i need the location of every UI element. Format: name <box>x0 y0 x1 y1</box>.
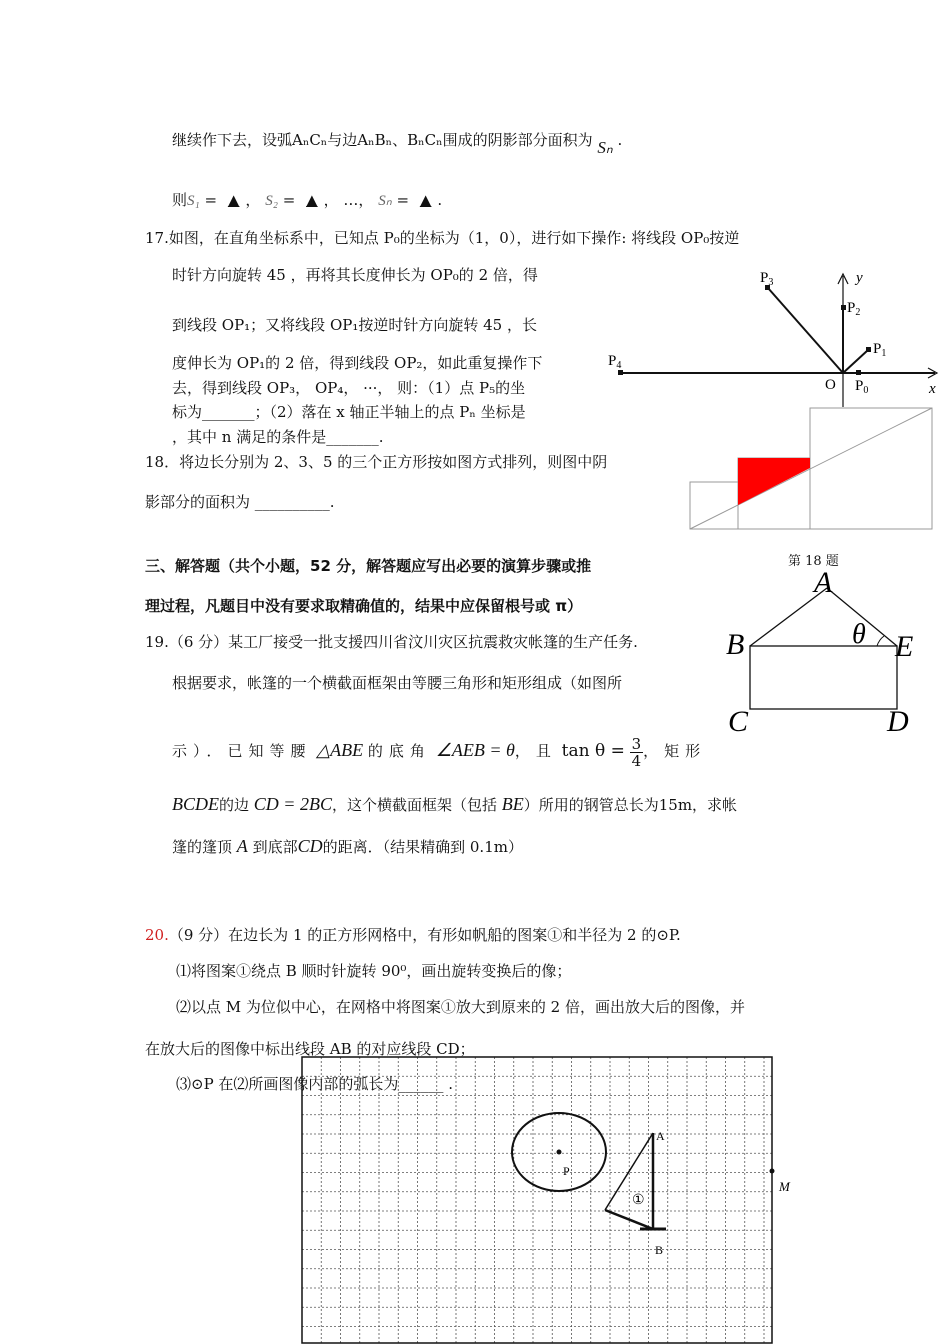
q19-cd: CD <box>297 836 323 856</box>
q19-line4 <box>172 794 737 815</box>
q20-grid-figure <box>300 1055 790 1344</box>
q19-l4c: ，这个横截面框架（包括 <box>331 796 497 814</box>
q16-end: . <box>437 191 443 209</box>
q19-angle: ∠AEB = θ <box>435 740 515 760</box>
label-a: A <box>656 1129 665 1143</box>
q16-text: 继续作下去，设弧AₙCₙ与边AₙBₙ、BₙCₙ围成的阴影部分面积为 <box>172 131 593 149</box>
label-pattern-1: ① <box>632 1193 645 1208</box>
q16-line1 <box>172 130 623 157</box>
q20-line3: ⑵以点 M 为位似中心，在网格中将图案①放大到原来的 2 倍，画出放大后的图像，并 <box>176 998 745 1016</box>
q16-sn2: Sₙ <box>378 193 392 209</box>
q19-line2: 根据要求，帐篷的一个横截面框架由等腰三角形和矩形组成（如图所 <box>172 674 623 692</box>
q16-dot: . <box>617 131 623 149</box>
q20-number: 20. <box>145 926 169 944</box>
q18-line1: 18．将边长分别为 2、3、5 的三个正方形按如图方式排列，则图中阴 <box>145 453 608 471</box>
q16-sn: Sₙ <box>597 138 613 157</box>
label-p0: $P_0$ <box>855 378 869 396</box>
q19-be: BE <box>501 794 524 814</box>
q19-cd-eq: CD = 2BC <box>253 794 332 814</box>
q19-l3a: 示）．已知等腰 <box>172 742 312 760</box>
q16-eq3: = <box>396 191 410 209</box>
q19-l5b: 到底部 <box>252 838 298 856</box>
q16-eq1: = <box>204 191 218 209</box>
label-origin: O <box>825 377 836 393</box>
segment-op1 <box>843 350 868 373</box>
point-p0 <box>856 370 861 375</box>
q19-line1: 19.（6 分）某工厂接受一批支援四川省汶川灾区抗震救灾帐篷的生产任务. <box>145 633 638 651</box>
q18-line2: 影部分的面积为 __________. <box>145 493 335 511</box>
q19-fraction <box>630 736 644 769</box>
q19-frac-num: 3 <box>631 734 642 753</box>
q16-dots: …， <box>343 191 374 209</box>
q16-sep2: ， <box>323 191 339 209</box>
q18-squares-figure <box>688 406 934 531</box>
q19-tan: tan θ = <box>561 741 625 761</box>
square-5 <box>810 408 932 529</box>
q19-l4b: 的边 <box>219 796 250 814</box>
q19-l3b: 的底角 <box>367 742 431 760</box>
q16-s2: S₂ <box>265 193 278 209</box>
q19-triangle: △ABE <box>316 740 364 760</box>
square-2 <box>690 482 738 529</box>
q19-l4d: ）所用的钢管总长为15m，求帐 <box>523 796 738 814</box>
diagonal-line <box>690 408 932 529</box>
q20-line1 <box>145 925 681 945</box>
q19-l3c: ，且 <box>514 742 557 760</box>
grid-lines <box>302 1057 772 1343</box>
label-e: E <box>895 630 914 663</box>
point-p <box>557 1150 562 1155</box>
angle-arc <box>877 636 884 646</box>
q17-line6: 标为_______；（2）落在 x 轴正半轴上的点 Pₙ 坐标是 <box>172 403 526 421</box>
q17-line4: 度伸长为 OP₁的 2 倍，得到线段 OP₂，如此重复操作下 <box>172 354 543 372</box>
q17-line1: 17.如图，在直角坐标系中，已知点 P₀的坐标为（1，0），进行如下操作: 将线段 OP₀按逆 <box>145 229 740 247</box>
label-p4: $P_4$ <box>608 353 622 371</box>
point-p1 <box>866 347 871 352</box>
q19-l5a: 篷的篷顶 <box>172 838 233 856</box>
label-c: C <box>728 705 749 738</box>
q17-line5: 去，得到线段 OP₃， OP₄， ···， 则：（1）点 P₅的坐 <box>172 379 526 397</box>
q16-s1: S₁ <box>187 193 200 209</box>
section3-line2: 理过程，凡题目中没有要求取精确值的，结果中应保留根号或 π） <box>145 597 583 615</box>
q17-line3: 到线段 OP₁；又将线段 OP₁按逆时针方向旋转 45 ，长 <box>172 316 537 334</box>
q16-blank2: ▲ <box>306 191 318 209</box>
q19-a: A <box>236 836 248 856</box>
label-x: x <box>929 381 936 397</box>
point-m <box>770 1169 775 1174</box>
label-m: M <box>779 1179 790 1194</box>
q16-blank3: ▲ <box>419 191 432 209</box>
q19-line5 <box>172 836 523 857</box>
q17-line7: ，其中 n 满足的条件是_______. <box>172 428 384 446</box>
q16-sep1: ， <box>245 191 261 209</box>
point-p2 <box>841 305 846 310</box>
q16-line2 <box>172 190 442 211</box>
segment-op3 <box>768 288 843 373</box>
q17-line2: 时针方向旋转 45 ，再将其长度伸长为 OP₀的 2 倍，得 <box>172 266 538 284</box>
q20-line2: ⑴将图案①绕点 B 顺时针旋转 90⁰，画出旋转变换后的像； <box>176 962 572 980</box>
q18-caption: 第 18 题 <box>788 554 839 569</box>
q19-frac-den: 4 <box>631 751 642 770</box>
label-d: D <box>887 705 909 738</box>
q16-prefix: 则 <box>172 191 188 209</box>
section3-line1: 三、解答题（共个小题，52 分，解答题应写出必要的演算步骤或推 <box>145 557 592 575</box>
label-b: B <box>655 1243 664 1257</box>
q20-line4: 在放大后的图像中标出线段 AB 的对应线段 CD； <box>145 1040 475 1058</box>
q19-bcde: BCDE <box>172 794 219 814</box>
q16-eq2: = <box>282 191 296 209</box>
q17-coordinate-figure <box>600 262 945 412</box>
label-a: A <box>814 566 833 599</box>
label-b: B <box>726 628 745 661</box>
label-p1: $P_1$ <box>873 341 887 359</box>
rectangle-bcde <box>750 646 897 709</box>
q20-line5: ⑶⊙P 在⑵所画图像内部的弧长为______ . <box>176 1075 453 1093</box>
q19-line3 <box>172 730 706 780</box>
label-p2: $P_2$ <box>847 300 861 318</box>
label-p3: $P_3$ <box>760 270 774 288</box>
label-theta: θ <box>852 619 866 650</box>
shaded-region <box>738 458 810 505</box>
q19-tent-figure <box>722 566 922 738</box>
q20-l1: （9 分）在边长为 1 的正方形网格中，有形如帆船的图案①和半径为 2 的⊙P. <box>168 926 681 944</box>
q19-l3d: ，矩形 <box>643 742 707 760</box>
q19-l5c: 的距离．（结果精确到 0.1m） <box>322 838 523 856</box>
grid-border <box>302 1057 772 1343</box>
label-p: P <box>563 1164 570 1178</box>
label-y: y <box>856 270 863 286</box>
q16-blank1: ▲ <box>227 191 240 209</box>
